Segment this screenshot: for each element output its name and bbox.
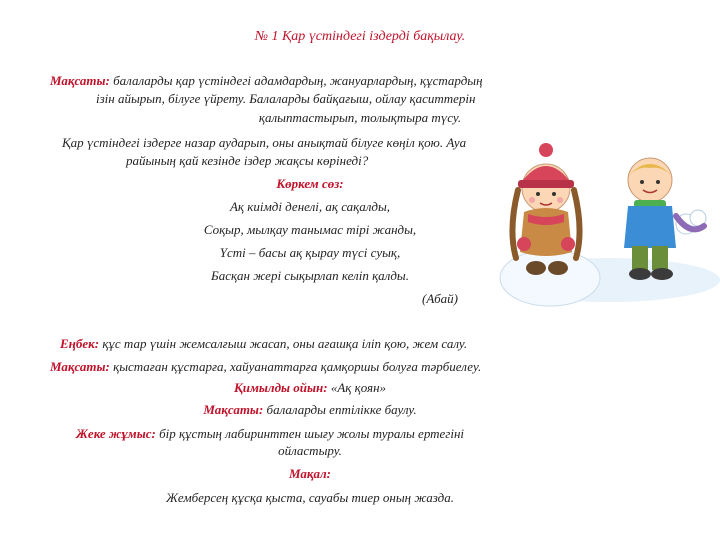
aim1-line2: ізін айырып, білуге үйрету. Балаларды байқағыш, ойлау қаситтерін	[96, 91, 476, 106]
poem-line-1: Ақ киімді денелі, ақ сақалды,	[229, 199, 391, 214]
proverb-text: Жемберсең құсқа қыста, сауабы тиер оның жазда.	[165, 490, 455, 505]
game-line	[0, 380, 620, 396]
individual-line1	[76, 426, 464, 442]
question-line1: Қар үстіндегі іздерге назар аударып, оны анықтай білуге көңіл қою. Ауа	[62, 135, 467, 150]
aim2-label: Мақсаты:	[50, 359, 110, 374]
aim1-label: Мақсаты:	[50, 73, 110, 88]
individual-label: Жеке жұмыс:	[76, 426, 156, 441]
labor-label: Еңбек:	[60, 336, 100, 351]
aim2-line	[50, 359, 481, 375]
poem-line-3: Үсті – басы ақ қырау түсі суық,	[219, 245, 401, 260]
question-line2: райының қай кезінде іздер жақсы көрінеді?	[126, 153, 369, 168]
aim1-text-1: балаларды қар үстіндегі адамдардың, жануарлардың, құстардың	[109, 73, 483, 88]
poem-author: (Абай)	[422, 291, 458, 306]
individual-text-1: бір құстың лабиринттен шығу жолы туралы ертегіні	[155, 426, 465, 441]
labor-text: құс тар үшін жемсалғыш жасап, оны ағашқа іліп қою, жем салу.	[99, 336, 468, 351]
aim3-text: балаларды ептілікке баулу.	[263, 402, 417, 417]
aim2-text: қыстаған құстарға, хайуанаттарға қамқоршы болуға тәрбиелеу.	[109, 359, 482, 374]
poem-line-2: Соқыр, мылқау танымас тірі жанды,	[203, 222, 417, 237]
aim3-label: Мақсаты:	[203, 402, 264, 417]
aim1-line1	[50, 73, 483, 89]
aim3-line	[0, 402, 620, 418]
children-in-snow-illustration	[490, 140, 720, 310]
game-label: Қимылды ойын:	[233, 380, 328, 395]
boy-figure	[624, 158, 706, 280]
labor-line	[60, 336, 467, 352]
poem-label: Көркем сөз:	[276, 176, 344, 191]
aim1-line3: қалыптастырып, толықтыра түсу.	[258, 110, 462, 125]
proverb-label: Мақал:	[289, 466, 331, 481]
poem-line-4: Басқан жері сықырлап келіп қалды.	[211, 268, 409, 283]
individual-line2: ойластыру.	[278, 443, 342, 458]
page-title: № 1 Қар үстіндегі іздерді бақылау.	[254, 29, 466, 44]
game-text: «Ақ қоян»	[327, 380, 387, 395]
